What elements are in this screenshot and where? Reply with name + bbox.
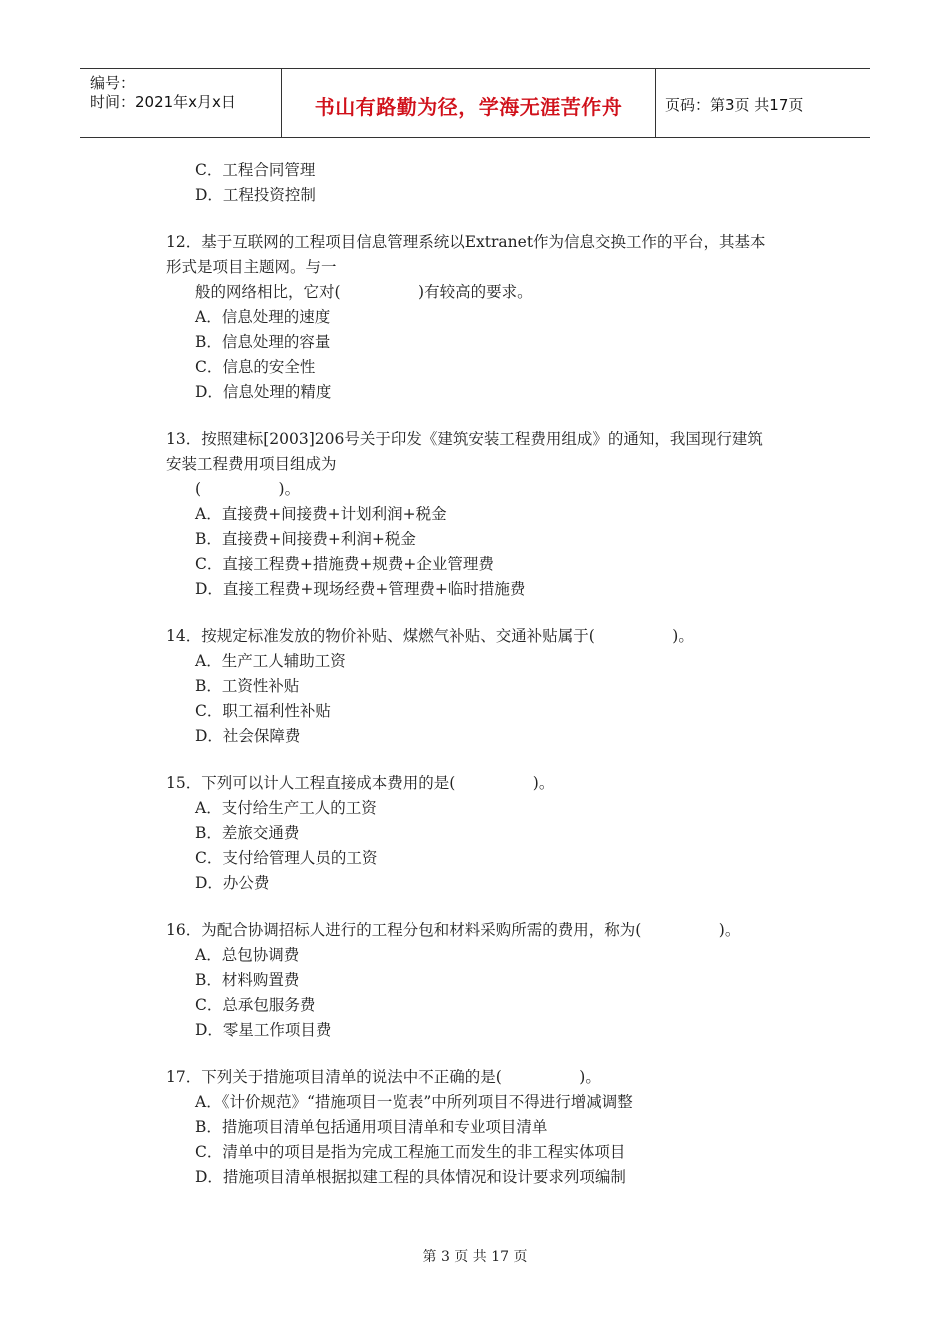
option-line: D．措施项目清单根据拟建工程的具体情况和设计要求列项编制 [195,1168,626,1186]
header-time-label: 时间：2021年x月x日 [90,93,236,111]
question-12: 12．基于互联网的工程项目信息管理系统以Extranet作为信息交换工作的平台，其基本 [166,233,766,251]
option-line: B．工资性补贴 [195,677,300,695]
option-line: D．社会保障费 [195,727,301,745]
option-line: C．直接工程费+措施费+规费+企业管理费 [195,555,494,573]
question-14: 14．按规定标准发放的物价补贴、煤燃气补贴、交通补贴属于( )。 [166,627,694,645]
header-number-label: 编号： [90,74,136,92]
option-line: A．直接费+间接费+计划利润+税金 [195,505,447,523]
option-line: C．工程合同管理 [195,161,316,179]
question-13-cont: ( )。 [195,480,301,498]
option-line: D．工程投资控制 [195,186,316,204]
option-line: D．办公费 [195,874,270,892]
question-17: 17．下列关于措施项目清单的说法中不正确的是( )。 [166,1068,601,1086]
question-15: 15．下列可以计人工程直接成本费用的是( )。 [166,774,555,792]
option-line: A．生产工人辅助工资 [195,652,346,670]
option-line: A．总包协调费 [195,946,300,964]
option-line: D．零星工作项目费 [195,1021,332,1039]
question-13: 13．按照建标[2003]206号关于印发《建筑安装工程费用组成》的通知，我国现行建筑 [166,430,763,448]
option-line: D．直接工程费+现场经费+管理费+临时措施费 [195,580,526,598]
option-line: B．信息处理的容量 [195,333,331,351]
option-line: B．材料购置费 [195,971,300,989]
question-13-cont: 安装工程费用项目组成为 [166,455,337,473]
option-line: C．职工福利性补贴 [195,702,331,720]
header-motto-cell [281,69,656,137]
page-footer: 第 3 页 共 17 页 [422,1249,528,1265]
option-line: B．直接费+间接费+利润+税金 [195,530,416,548]
option-line: D．信息处理的精度 [195,383,332,401]
header-motto: 书山有路勤为径，学海无涯苦作舟 [314,95,623,119]
option-line: A．《计价规范》“措施项目一览表”中所列项目不得进行增减调整 [195,1093,633,1111]
option-line: A．信息处理的速度 [195,308,331,326]
option-line: C．清单中的项目是指为完成工程施工而发生的非工程实体项目 [195,1143,626,1161]
option-line: C．支付给管理人员的工资 [195,849,378,867]
option-line: B．差旅交通费 [195,824,300,842]
option-line: B．措施项目清单包括通用项目清单和专业项目清单 [195,1118,548,1136]
question-12-cont: 般的网络相比，它对( )有较高的要求。 [195,283,533,301]
header-page-cell [655,69,870,137]
header-info-cell [80,69,281,137]
question-16: 16．为配合协调招标人进行的工程分包和材料采购所需的费用，称为( )。 [166,921,741,939]
question-12-cont: 形式是项目主题网。与一 [166,258,337,276]
option-line: A．支付给生产工人的工资 [195,799,377,817]
option-line: C．信息的安全性 [195,358,316,376]
page-header [80,68,870,138]
option-line: C．总承包服务费 [195,996,316,1014]
header-page-info: 页码：第3页 共17页 [665,96,804,114]
